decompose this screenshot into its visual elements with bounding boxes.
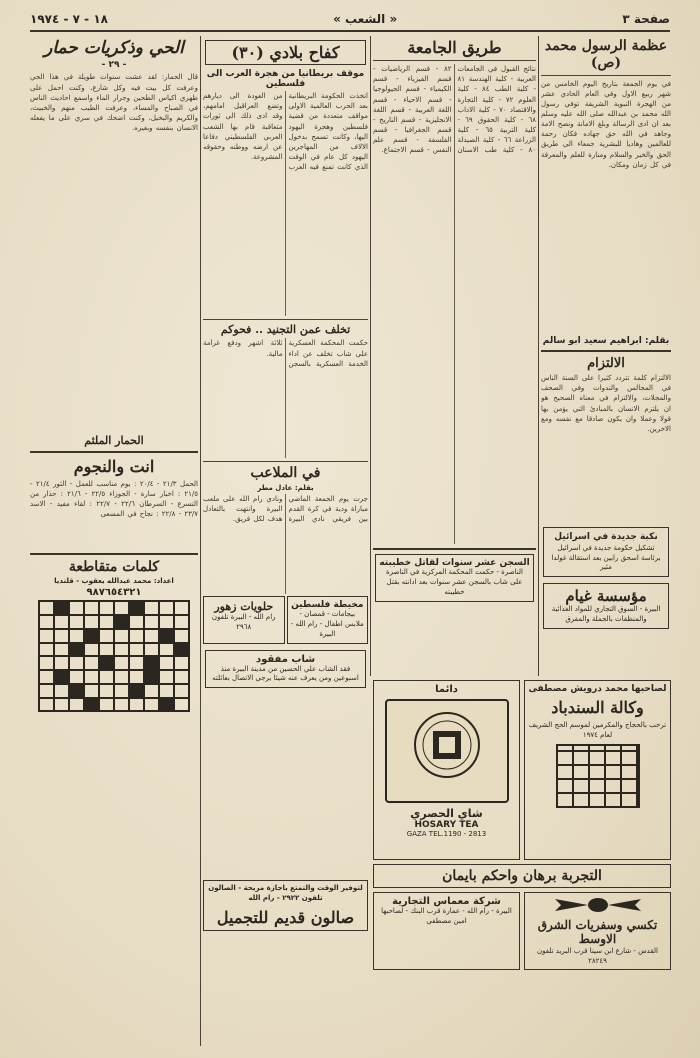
crossword-cell xyxy=(84,670,99,684)
crossword-cell xyxy=(144,643,159,657)
crossword-cell xyxy=(99,670,114,684)
crossword-cell xyxy=(129,643,144,657)
tea-brand-english: HOSARY TEA xyxy=(414,820,479,830)
salon-ad xyxy=(203,880,368,931)
crossword-title: كلمات متقاطعة xyxy=(68,558,160,575)
article-byline: بقلم: ابراهيم سعيد ابو سالم xyxy=(542,335,670,346)
crossword-cell xyxy=(114,698,129,712)
news-box-title: نكبة جديدة في اسرائيل xyxy=(554,532,658,543)
crossword-cell xyxy=(39,601,54,615)
horoscope-body: الحمل ٢١/٣ - ٢٠/٤ : يوم مناسب للعمل - الثور ٢١/٤ - ٢١/٥ : اخبار سارة - الجوزاء ٢٢/٥ - ٢١/٦ : حذار من التسرع - السرطان ٢٢/٦ - ٢٢/٧ : لقاء مفيد - الاسد ٢٣/٧ - ٢٢/٨ : نجاح في المسعى xyxy=(30,479,198,518)
ad-body: البيرة - السوق التجاري للمواد الغذائية والمنظفات بالجملة والمفرق xyxy=(551,605,661,623)
ads-row-top xyxy=(373,680,671,860)
crossword-cell xyxy=(159,670,174,684)
crossword-cell xyxy=(69,629,84,643)
shop-title: شركة معماس التجارية xyxy=(392,896,501,907)
column-divider xyxy=(538,36,539,676)
article-body: اتخذت الحكومة البريطانية بعد الحرب العالمية الاولى مواقف متعددة من قضية فلسطين وهجرة اليهود اليها، وكانت تسمح بدخول الالاف من المهاجرين اليهود كل عام في الوقت الذي كانت تمنع فيه العرب من العودة الى ديارهم وتضع العراقيل امامهم، وقد ادى ذلك الى ثورات متعاقبة قام بها الشعب العربي الفلسطيني دفاعا عن ارضه ووطنه وحقوقه المشروعة. xyxy=(203,92,368,172)
divider xyxy=(30,451,198,453)
crossword-cell xyxy=(114,656,129,670)
crossword-cell xyxy=(144,684,159,698)
horoscope-title: انت والنجوم xyxy=(73,457,155,477)
episode-number: - ٢٩ - xyxy=(101,60,127,71)
ad-title: مخيطة فلسطين xyxy=(291,600,364,611)
crossword-cell xyxy=(174,656,189,670)
crossword-cell xyxy=(54,656,69,670)
crossword-cell xyxy=(159,615,174,629)
crossword-cell xyxy=(54,629,69,643)
crossword-cell xyxy=(174,698,189,712)
crossword-cell xyxy=(99,615,114,629)
crossword-cell xyxy=(69,670,84,684)
crossword-cell xyxy=(54,601,69,615)
crossword-cell xyxy=(39,615,54,629)
crossword-cell xyxy=(84,698,99,712)
crossword-cell xyxy=(69,684,84,698)
crossword-cell xyxy=(39,656,54,670)
crossword-cell xyxy=(129,656,144,670)
sports-byline: بقلم: عادل مطر xyxy=(257,484,314,493)
crossword-cell xyxy=(84,629,99,643)
bottom-center-ad xyxy=(203,880,368,1050)
agency-title: وكالة السندباد xyxy=(551,698,644,717)
tea-footer: التجربة برهان واحكم بايمان xyxy=(442,868,602,884)
crossword-cell xyxy=(159,698,174,712)
divider xyxy=(541,350,671,352)
crossword-cell xyxy=(129,670,144,684)
tea-package-illustration xyxy=(385,699,509,803)
crossword-cell xyxy=(69,615,84,629)
ad-box xyxy=(287,596,369,643)
sports-title: في الملاعب xyxy=(250,465,321,482)
ad-body: رام الله - البيرة تلفون ٢٩٦٨ xyxy=(211,613,276,631)
crossword-cell xyxy=(39,698,54,712)
crossword-cell xyxy=(84,684,99,698)
crossword-cell xyxy=(114,684,129,698)
building-illustration xyxy=(556,744,640,808)
issue-date: ١٨ - ٧ - ١٩٧٤ xyxy=(30,12,108,26)
crossword-cell xyxy=(54,670,69,684)
crossword-cell xyxy=(99,656,114,670)
crossword-cell xyxy=(129,601,144,615)
crossword-cell xyxy=(114,629,129,643)
crossword-cell xyxy=(144,698,159,712)
column-divider xyxy=(370,36,371,676)
column-divider xyxy=(200,36,201,1046)
crossword-cell xyxy=(69,698,84,712)
notice-body: فقد الشاب علي الحسين من مدينة البيرة منذ اسبوعين ومن يعرف عنه شيئا يرجى الاتصال بعائلته xyxy=(212,664,359,683)
news-box-title: السجن عشر سنوات لقاتل خطيبته xyxy=(379,558,530,569)
crossword-cell xyxy=(174,643,189,657)
crossword-cell xyxy=(129,629,144,643)
crossword-cell xyxy=(54,643,69,657)
taxi-body: القدس - شارع ابن سينا قرب البريد تلفون ٢٨٢٤٩ xyxy=(537,946,658,965)
crossword-cell xyxy=(84,601,99,615)
ad-box xyxy=(203,596,285,643)
university-results: نتائج القبول في الجامعات العربية - كلية الهندسة ٨١ - كلية الطب ٨٤ - كلية العلوم ٧٢ - كلية التجارة والاقتصاد ٧٠ - كلية الاداب ٦٨ - كلية الحقوق ٦٩ - كلية التربية ٦٥ - كلية الزراعة ٦٦ - كلية الصيدلة ٨٠ - كلية طب الاسنان ٨٢ - قسم الرياضيات - قسم الفيزياء - قسم الكيمياء - قسم الجيولوجيا - قسم الاحياء - قسم اللغة العربية - قسم اللغة الانجليزية - قسم التاريخ - قسم الجغرافيا - قسم الفلسفة - قسم علم النفس - قسم الاجتماع. xyxy=(373,65,536,155)
taxi-title: تكسي وسفريات الشرق الاوسط xyxy=(537,918,658,947)
page-header xyxy=(30,8,670,32)
section-masthead: طريق الجامعة xyxy=(407,38,502,57)
crossword-cell xyxy=(114,643,129,657)
crossword-cell xyxy=(99,684,114,698)
crossword-cell xyxy=(174,601,189,615)
crossword-cell xyxy=(39,643,54,657)
article-body: في يوم الجمعة بتاريخ اليوم الخامس من شهر ربيع الاول وفي العام الحادي عشر من الهجرة النبوية الشريفة توفي رسول الله محمد بن عبدالله صلى الله عليه وسلم بعد ان ادى الرسالة وبلغ الامانة ونصح الامة وجاهد في الله حق جهاده فكان رحمة للعالمين وهاديا للبشرية جمعاء الى طريق الحق والخير والسلام ومنارة للعلم والمعرفة في كل زمان ومكان. xyxy=(541,79,671,169)
divider xyxy=(203,319,368,320)
divider xyxy=(203,461,368,462)
section-title: الالتزام xyxy=(587,355,625,371)
crossword-cell xyxy=(159,684,174,698)
sports-body: جرت يوم الجمعة الماضي مباراة ودية في كرة القدم بين فريقي نادي البيرة ونادي رام الله على ملعب البيرة وانتهت بالتعادل هدف لكل فريق. xyxy=(203,495,368,524)
section-title: تخلف عمن التجنيد .. فحوكم xyxy=(220,323,351,337)
divider xyxy=(373,548,536,550)
crossword-cell xyxy=(114,670,129,684)
crossword-cell xyxy=(129,684,144,698)
shop-ad xyxy=(373,892,520,970)
taxi-ad xyxy=(524,892,671,970)
tea-slogan: دائما xyxy=(435,684,458,695)
news-box-body: تشكيل حكومة جديدة في اسرائيل برئاسة اسحق رابين بعد استقالة غولدا مئير xyxy=(551,543,661,572)
agency-body: ترحب بالحجاج والمكرمين لموسم الحج الشريف لعام ١٩٧٤ xyxy=(528,721,667,739)
crossword-author: اعداد: محمد عبدالله يعقوب - قلنديا xyxy=(54,577,174,586)
crossword-cell xyxy=(99,629,114,643)
left-column xyxy=(30,36,198,1051)
crossword-cell xyxy=(99,601,114,615)
crossword-cell xyxy=(39,629,54,643)
crossword-cell xyxy=(114,601,129,615)
crossword-cell xyxy=(174,670,189,684)
crossword-cell xyxy=(39,670,54,684)
newspaper-name: « الشعب » xyxy=(333,12,398,26)
ad-title: حلويات زهور xyxy=(214,600,274,614)
crossword-cell xyxy=(159,601,174,615)
crossword-cell xyxy=(144,656,159,670)
crossword-cell xyxy=(144,670,159,684)
ad-box xyxy=(543,583,669,629)
divider xyxy=(373,60,536,61)
shop-body: البيرة - رام الله - عمارة قرب البنك - لصاحبها امين مصطفى xyxy=(381,907,512,925)
crossword-cell xyxy=(159,629,174,643)
news-box xyxy=(375,554,534,601)
section-body: حكمت المحكمة العسكرية على شاب تخلف عن اداء الخدمة العسكرية بالسجن ثلاثة اشهر ودفع غرامة مالية. xyxy=(203,339,368,368)
tea-footer-box xyxy=(373,864,671,888)
crossword-cell xyxy=(174,615,189,629)
column-body: قال الحمار: لقد عشت سنوات طويلة في هذا الحي وعرفت كل بيت فيه وكل شارع، وكنت احمل على ظهري اكياس الطحين وجرار الماء واسمع احاديث الناس في الصباح والمساء، وعرفت الطيب منهم والخبيث، والكريم والبخيل، وكنت اضحك في سري على ما يفعله الانسان بنفسه وبغيره. xyxy=(30,73,198,133)
crossword-cell xyxy=(99,643,114,657)
crossword-cell xyxy=(129,698,144,712)
crossword-cell xyxy=(69,601,84,615)
crossword-cell xyxy=(99,698,114,712)
notice-box xyxy=(205,650,366,689)
salon-title: صالون قديم للتجميل xyxy=(216,907,355,927)
tea-brand: شاي الحصري xyxy=(410,807,483,820)
crossword-cell xyxy=(54,698,69,712)
series-title: كفاح بلادي (٣٠) xyxy=(231,43,340,62)
series-title-box xyxy=(205,40,366,65)
article-title: عظمة الرسول محمد (ص) xyxy=(544,38,668,71)
crossword-cell xyxy=(144,601,159,615)
divider xyxy=(30,553,198,555)
crossword-column-numbers: ٩٨٧٦٥٤٣٢١ xyxy=(86,587,142,599)
ad-title: مؤسسة غيام xyxy=(565,587,647,606)
bottom-ads xyxy=(373,680,671,1050)
column-masthead: الحي وذكريات حمار xyxy=(44,38,184,58)
agency-ad xyxy=(524,680,671,860)
crossword-cell xyxy=(144,615,159,629)
salon-body: لتوفير الوقت والتمتع باجازة مريحة - الصالون تلفون ٢٩٢٢ - رام الله xyxy=(208,884,363,902)
crossword-cell xyxy=(54,615,69,629)
article-subtitle: موقف بريطانيا من هجرة العرب الى فلسطين xyxy=(206,69,365,90)
news-box-body: الناصرة - حكمت المحكمة المركزية في الناصرة على شاب بالسجن عشر سنوات بعد ادانته بقتل خطيبته xyxy=(386,568,523,596)
notice-title: شاب مفقود xyxy=(255,653,316,665)
crossword-cell xyxy=(69,643,84,657)
crossword-cell xyxy=(69,656,84,670)
tea-ad xyxy=(373,680,520,860)
ad-body: بيجامات - قمصان - ملابس اطفال - رام الله - البيرة xyxy=(290,610,364,638)
crossword-grid xyxy=(38,600,190,712)
ads-row-bottom xyxy=(373,892,671,970)
page-number: صفحة ٣ xyxy=(622,12,670,26)
column-signature: الحمار الملثم xyxy=(84,434,144,448)
crossword-cell xyxy=(144,629,159,643)
tea-emblem-icon xyxy=(389,701,505,797)
crossword-cell xyxy=(159,643,174,657)
crossword-cell xyxy=(84,656,99,670)
crossword-cell xyxy=(159,656,174,670)
crossword-cell xyxy=(174,684,189,698)
tea-phone: GAZA TEL.1190 - 2813 xyxy=(406,830,487,838)
crossword-cell xyxy=(39,684,54,698)
divider xyxy=(541,75,671,76)
crossword-cell xyxy=(84,643,99,657)
agency-owner: لصاحبها محمد درويش مصطفى xyxy=(528,684,667,694)
section-body: الالتزام كلمة تتردد كثيرا على السنة الناس في المجالس والندوات وفي الصحف والمجلات، والالتزام في معناه الصحيح هو ان يلتزم الانسان بالمبادئ التي يؤمن بها قولا وعملا وان يكون صادقا مع نفسه ومع الاخرين. xyxy=(541,374,671,433)
crossword-cell xyxy=(54,684,69,698)
crossword-cell xyxy=(174,629,189,643)
crossword-cell xyxy=(84,615,99,629)
wings-emblem-icon xyxy=(553,896,643,914)
ads-row xyxy=(203,594,368,645)
crossword-cell xyxy=(129,615,144,629)
crossword-cell xyxy=(114,615,129,629)
news-box xyxy=(543,527,669,577)
center-right-column xyxy=(373,36,536,676)
